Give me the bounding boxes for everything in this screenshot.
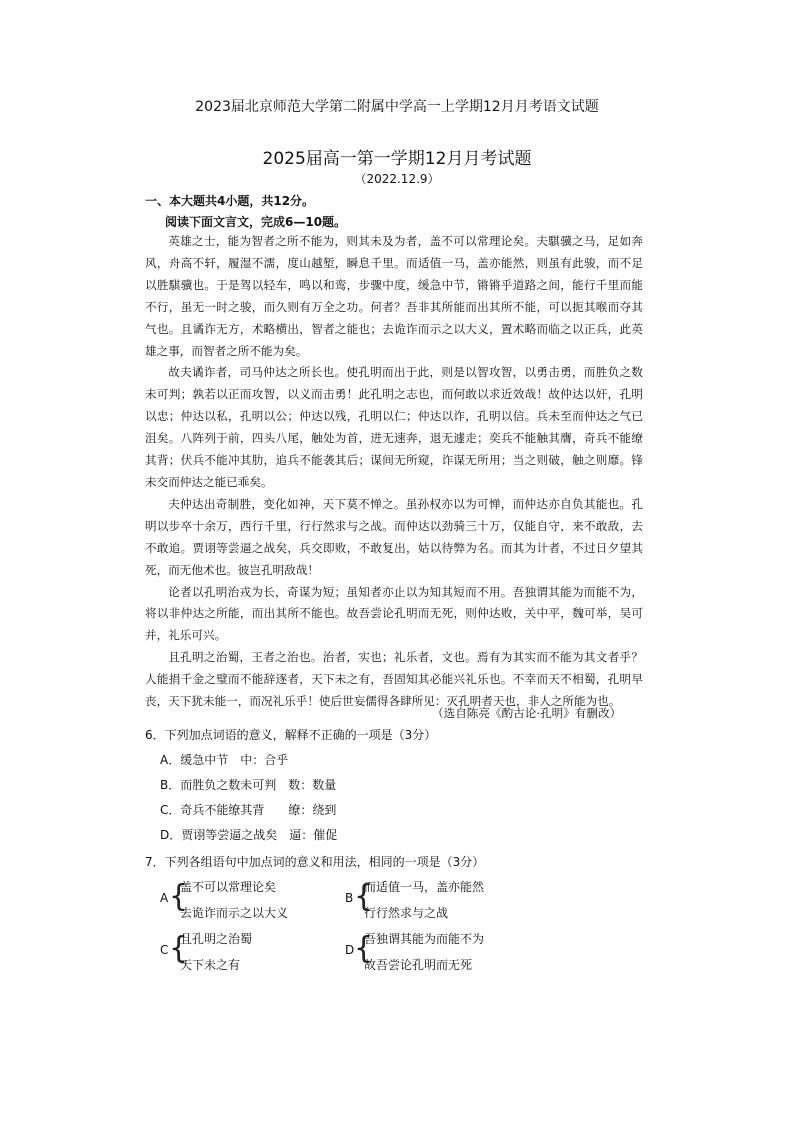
option-line: 而适值一马，盖亦能然 <box>364 880 485 894</box>
option-label: C <box>160 943 169 957</box>
classical-passage <box>145 231 643 713</box>
passage-paragraph: 论者以孔明治戎为长，奇谋为短；虽知者亦止以为知其短而不用。吾独谓其能为而能不为，将以非仲达之所能，而出其所不能也。故吾尝论孔明而无死，则仲达败，关中平，魏可举，吴可并，礼乐可兴。 <box>145 584 643 643</box>
option-d: D．贾诩等尝逼之战矣 逼：催促 <box>160 828 338 842</box>
brace-icon: { <box>169 931 189 966</box>
brace-icon: { <box>354 931 374 966</box>
option-line: 天下未之有 <box>180 958 241 972</box>
exam-title: 2025届高一第一学期12月月考试题 <box>262 149 532 169</box>
option-a: A．缓急中节 中：合乎 <box>160 753 289 767</box>
option-line: 且孔明之治蜀 <box>180 932 253 946</box>
option-label: B <box>345 891 354 905</box>
question-stem: 6．下列加点词语的意义，解释不正确的一项是（3分） <box>145 728 437 742</box>
passage-paragraph: 夫仲达出奇制胜，变化如神，天下莫不惮之。虽孙权亦以为可惮，而仲达亦自负其能也。孔明以步卒十余万，西行千里，行行然求与之战。而仲达以劲骑三十万，仅能自守，来不敢敌，去不敢追。贾诩等尝逼之战矣，兵交即败，不敢复出，姑以待弊为名。而其为计者，不过日夕望其死，而无他术也。彼岂孔明敌哉！ <box>145 496 643 577</box>
passage-paragraph: 且孔明之治蜀，王者之治也。治者，实也；礼乐者，文也。焉有为其实而不能为其文者乎？人能捐千金之璧而不能辞逐者，天下未之有，吾固知其必能兴礼乐也。不幸而天不相蜀，孔明早丧，天下犹未能一，而况礼乐乎！使后世妄儒得各肆所见：灭孔明者天也，非人之所能为也。 <box>145 650 643 709</box>
question-stem: 7．下列各组语句中加点词的意义和用法，相同的一项是（3分） <box>145 855 485 869</box>
option-line: 行行然求与之战 <box>364 906 449 920</box>
exam-date: （2022.12.9） <box>354 172 440 186</box>
passage-source: （选自陈亮《酌古论·孔明》有删改） <box>432 706 622 720</box>
option-line: 去诡诈而示之以大义 <box>180 906 289 920</box>
option-label: A <box>160 891 169 905</box>
document-title: 2023届北京师范大学第二附属中学高一上学期12月月考语文试题 <box>195 99 599 115</box>
option-c: C．奇兵不能缭其背 缭：绕到 <box>160 803 337 817</box>
section-instruction: 阅读下面文言文，完成6—10题。 <box>165 215 347 229</box>
option-line: 故吾尝论孔明而无死 <box>364 958 473 972</box>
passage-paragraph: 故夫谲诈者，司马仲达之所长也。使孔明而出于此，则是以智攻智，以勇击勇，而胜负之数未可判；孰若以正而攻智，以义而击勇！此孔明之志也，而何敢以求近效哉！故仲达以奸，孔明以忠；仲达以私，孔明以公；仲达以残，孔明以仁；仲达以诈，孔明以信。兵未至而仲达之气已沮矣。八阵列于前，四头八尾，触处为首，进无速奔，退无遽走；奕兵不能触其膺，奇兵不能缭其背；伏兵不能冲其肋，追兵不能袭其后；谋间无所窥，诈谋无所用；当之则破，触之则靡。锋未交而仲达之能已乖矣。 <box>145 365 643 489</box>
option-line: 盖不可以常理论矣 <box>180 880 277 894</box>
option-line: 吾独谓其能为而能不为 <box>364 932 485 946</box>
section-heading: 一、本大题共4小题，共12分。 <box>145 194 315 208</box>
passage-paragraph: 英雄之士，能为智者之所不能为，则其未及为者，盖不可以常理论矣。夫騏骥之马，足如奔风，舟高不轩，履湿不濡，度山越堑，瞬息千里。而适值一马，盖亦能然，则虽有此骏，而不足以胜騏骥也。于是驾以轻车，鸣以和鸾，步骤中度，缓急中节，锵锵乎道路之间，能行千里而能不行，虽无一时之骏，而久则有万全之功。何者？吾非其所能而出其所不能，可以扼其喉而夺其气也。且谲诈无方，术略横出，智者之能也；去诡诈而示之以大义，置术略而临之以正兵，此英雄之事，而智者之所不能为矣。 <box>145 234 643 358</box>
option-label: D <box>345 943 355 957</box>
brace-icon: { <box>354 879 374 914</box>
brace-icon: { <box>169 879 189 914</box>
option-b: B．而胜负之数未可判 数：数量 <box>160 778 337 792</box>
